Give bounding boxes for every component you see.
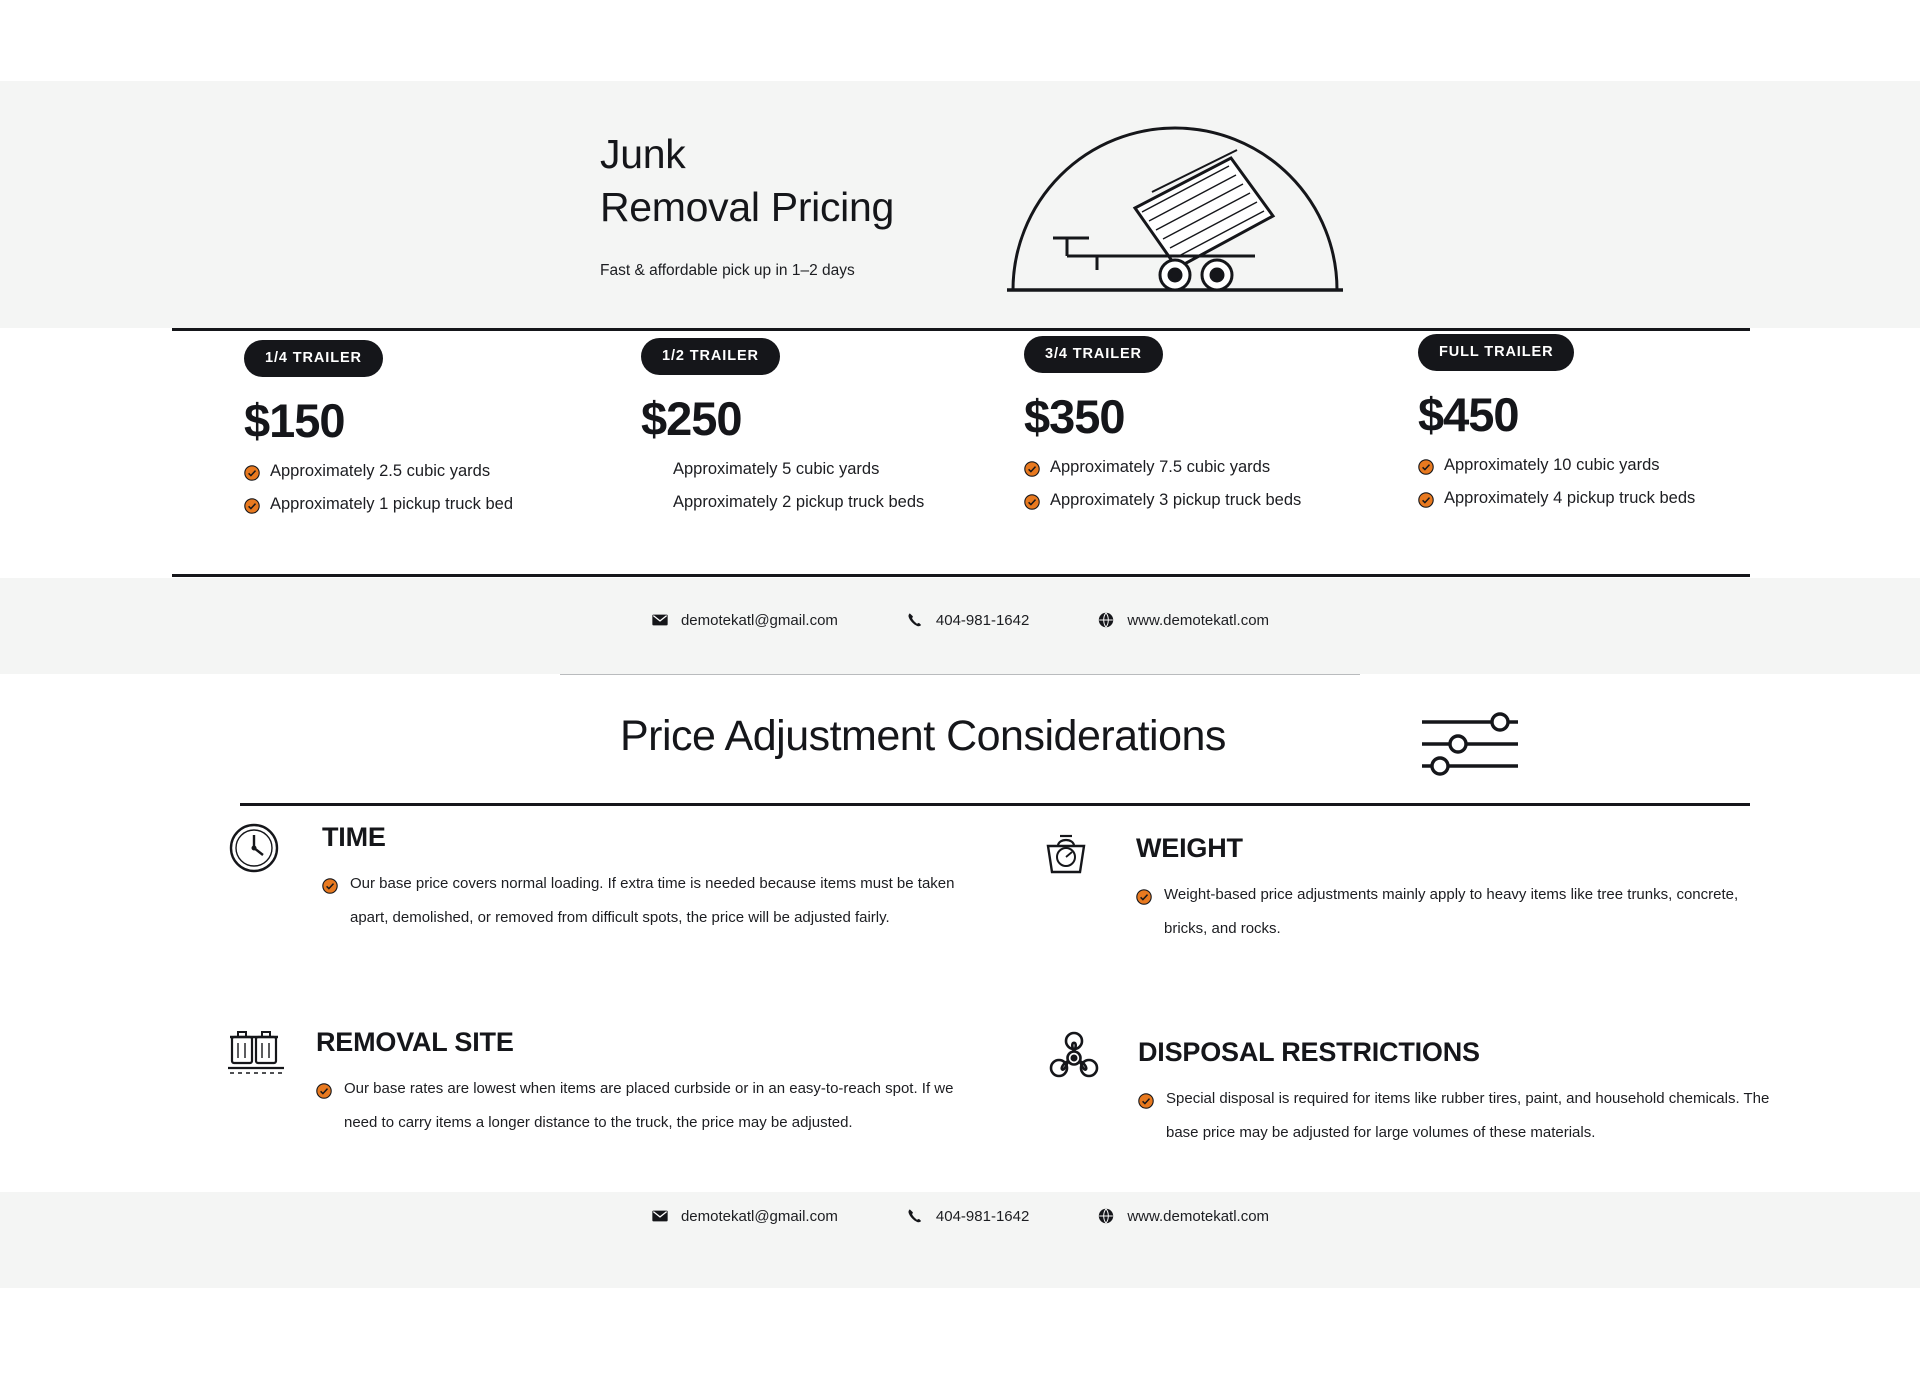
consideration-body xyxy=(1138,1082,1778,1150)
pricing-tiers xyxy=(0,340,1920,570)
trash-bins-icon xyxy=(226,1025,286,1079)
page-title-line-2: Removal Pricing xyxy=(600,184,894,230)
consideration-body xyxy=(1136,878,1776,946)
tier-feature xyxy=(1024,458,1301,477)
contact-website[interactable] xyxy=(1097,611,1269,629)
page-title-line-1: Junk xyxy=(600,131,686,177)
dump-trailer-illustration xyxy=(1005,120,1345,305)
tier-badge: 1/2 TRAILER xyxy=(641,338,780,375)
contact-phone[interactable] xyxy=(906,611,1029,629)
pricing-tier xyxy=(1418,334,1695,508)
consideration-text: Our base price covers normal loading. If extra time is needed because items must be taken apart, demolished, or removed from difficult spots, the price will be adjusted fairly. xyxy=(350,875,955,926)
phone-icon xyxy=(906,1207,924,1225)
section-title: Price Adjustment Considerations xyxy=(620,712,1226,760)
contact-phone[interactable] xyxy=(906,1207,1029,1225)
tier-feature xyxy=(1418,456,1695,475)
contact-bar-bottom xyxy=(0,1207,1920,1225)
tier-feature-label: Approximately 5 cubic yards xyxy=(673,460,880,478)
contact-email-label: demotekatl@gmail.com xyxy=(680,1207,838,1225)
divider-thin xyxy=(560,674,1360,675)
contact-website-label: www.demotekatl.com xyxy=(1127,611,1270,629)
globe-icon xyxy=(1097,1207,1115,1225)
check-circle-icon xyxy=(1418,459,1434,475)
contact-email[interactable] xyxy=(651,611,838,629)
biohazard-icon xyxy=(1046,1030,1102,1086)
tier-feature-label: Approximately 7.5 cubic yards xyxy=(1050,458,1271,476)
contact-phone-label: 404-981-1642 xyxy=(935,611,1030,629)
check-circle-icon xyxy=(1024,461,1040,477)
consideration-time xyxy=(322,822,962,935)
tier-price: $250 xyxy=(641,392,742,445)
hero-subtitle: Fast & affordable pick up in 1–2 days xyxy=(600,262,855,279)
consideration-title: TIME xyxy=(322,822,386,852)
consideration-text: Weight-based price adjustments mainly apply to heavy items like tree trunks, concrete, bricks, and rocks. xyxy=(1164,886,1739,937)
tier-price: $350 xyxy=(1024,390,1125,443)
consideration-body xyxy=(322,867,962,935)
contact-bar-top xyxy=(0,611,1920,629)
tier-badge: FULL TRAILER xyxy=(1418,334,1574,371)
phone-icon xyxy=(906,611,924,629)
tier-feature xyxy=(1418,489,1695,508)
check-circle-icon xyxy=(1024,494,1040,510)
consideration-title: WEIGHT xyxy=(1136,833,1243,863)
tier-badge: 3/4 TRAILER xyxy=(1024,336,1163,373)
scale-icon xyxy=(1040,826,1092,878)
check-circle-icon xyxy=(1418,492,1434,508)
sliders-icon xyxy=(1418,708,1522,780)
check-circle-icon xyxy=(244,465,260,481)
check-circle-icon xyxy=(244,498,260,514)
pricing-tier xyxy=(641,338,924,512)
consideration-text: Special disposal is required for items like rubber tires, paint, and household chemicals. The base price may be adjusted for large volumes of these materials. xyxy=(1166,1090,1770,1141)
divider-top xyxy=(172,328,1750,331)
contact-email[interactable] xyxy=(651,1207,838,1225)
consideration-text: Our base rates are lowest when items are placed curbside or in an easy-to-reach spot. If we need to carry items a longer distance to the truck, the price may be adjusted. xyxy=(344,1080,954,1131)
pricing-tier xyxy=(1024,336,1301,510)
tier-feature xyxy=(641,460,924,479)
envelope-icon xyxy=(651,1207,669,1225)
consideration-removal-site xyxy=(316,1027,956,1140)
tier-feature-label: Approximately 2.5 cubic yards xyxy=(270,462,491,480)
divider-adjustments xyxy=(240,803,1750,806)
contact-email-label: demotekatl@gmail.com xyxy=(680,611,838,629)
consideration-title: REMOVAL SITE xyxy=(316,1027,514,1057)
check-circle-icon xyxy=(322,878,338,894)
check-circle-icon xyxy=(1136,889,1152,905)
tier-feature-label: Approximately 4 pickup truck beds xyxy=(1444,489,1696,507)
tier-price: $150 xyxy=(244,394,345,447)
consideration-disposal-restrictions xyxy=(1138,1037,1778,1150)
contact-website[interactable] xyxy=(1097,1207,1269,1225)
check-circle-icon xyxy=(1138,1093,1154,1109)
tier-feature-label: Approximately 10 cubic yards xyxy=(1444,456,1660,474)
globe-icon xyxy=(1097,611,1115,629)
consideration-title: DISPOSAL RESTRICTIONS xyxy=(1138,1037,1480,1067)
divider-mid xyxy=(172,574,1750,577)
envelope-icon xyxy=(651,611,669,629)
tier-feature-label: Approximately 2 pickup truck beds xyxy=(673,493,925,511)
tier-price: $450 xyxy=(1418,388,1519,441)
tier-feature-label: Approximately 3 pickup truck beds xyxy=(1050,491,1302,509)
contact-website-label: www.demotekatl.com xyxy=(1127,1207,1270,1225)
consideration-weight xyxy=(1136,833,1776,946)
tier-feature xyxy=(641,493,924,512)
consideration-body xyxy=(316,1072,956,1140)
tier-feature xyxy=(244,462,513,481)
check-circle-icon xyxy=(316,1083,332,1099)
tier-feature xyxy=(1024,491,1301,510)
pricing-tier xyxy=(244,340,513,514)
tier-badge: 1/4 TRAILER xyxy=(244,340,383,377)
clock-icon xyxy=(228,822,280,874)
tier-feature-label: Approximately 1 pickup truck bed xyxy=(270,495,514,513)
tier-feature xyxy=(244,495,513,514)
contact-phone-label: 404-981-1642 xyxy=(935,1207,1030,1225)
